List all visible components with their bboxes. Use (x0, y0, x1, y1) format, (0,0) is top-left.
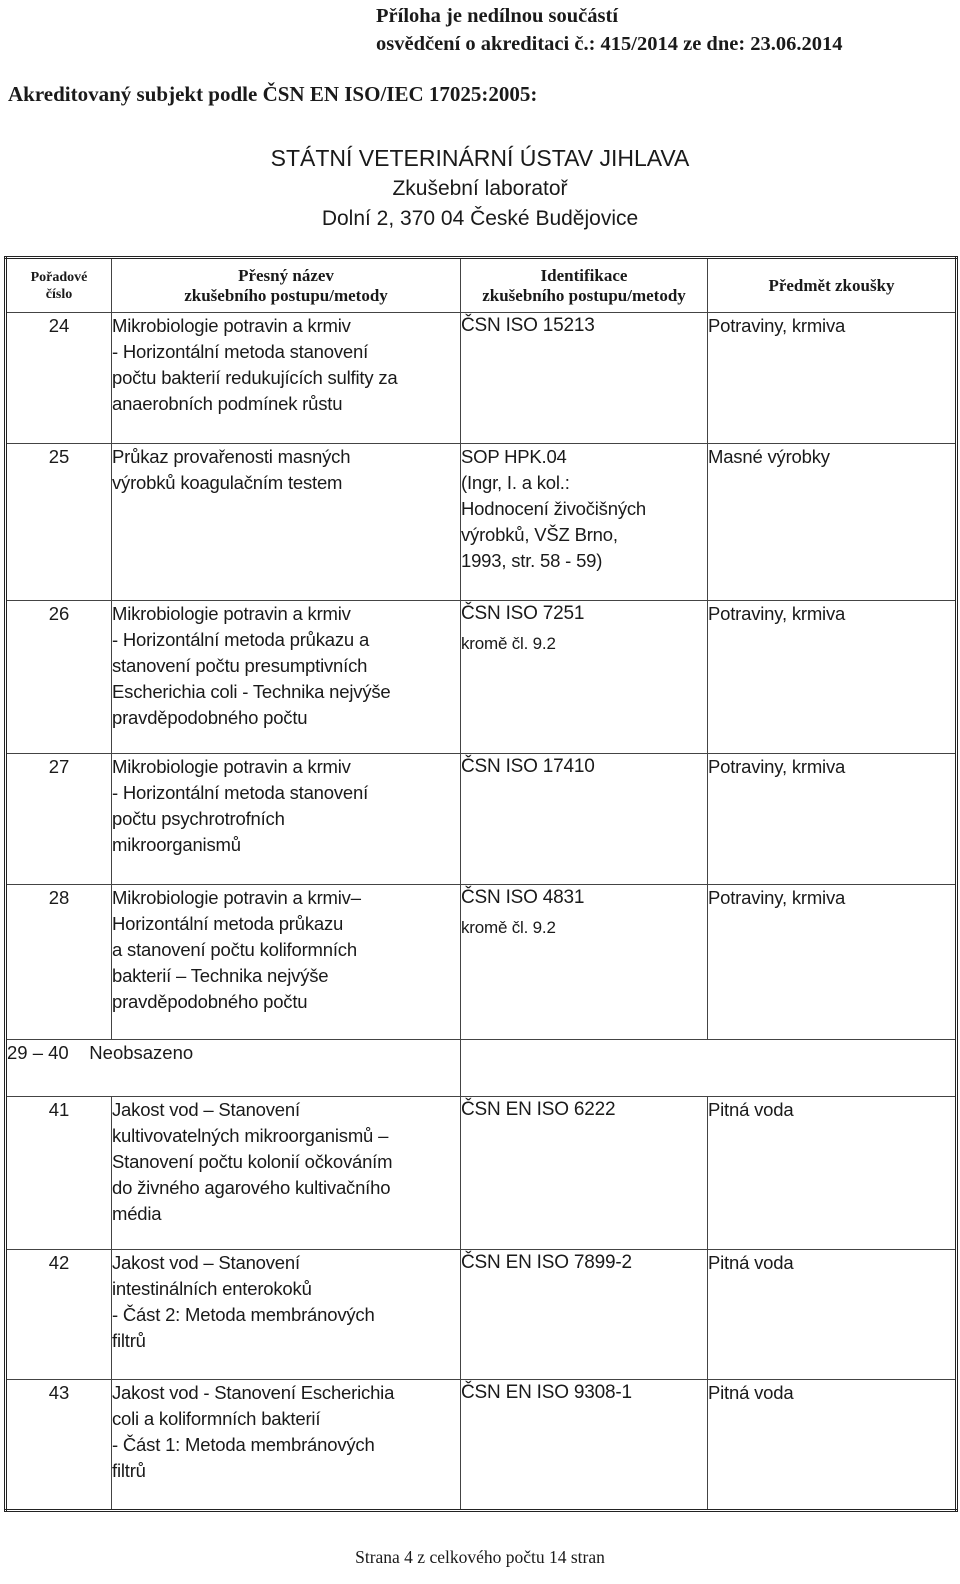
row-number: 25 (6, 444, 112, 601)
column-header-name (112, 258, 461, 313)
test-subject: Potraviny, krmiva (708, 754, 957, 885)
method-identification (461, 444, 708, 601)
method-identification (461, 885, 708, 1040)
table-row (6, 1250, 957, 1380)
method-identification (461, 1097, 708, 1250)
method-name-line: Mikrobiologie potravin a krmiv (112, 315, 351, 336)
method-name-line: - Část 2: Metoda membránových (112, 1304, 375, 1325)
method-name-line: pravděpodobného počtu (112, 707, 308, 728)
method-name-line: coli a koliformních bakterií (112, 1408, 321, 1429)
column-header-number-line-2: číslo (45, 286, 73, 302)
method-name-line: Jakost vod – Stanovení (112, 1252, 300, 1273)
method-identification-line: ČSN EN ISO 6222 (461, 1099, 616, 1120)
method-name-line: filtrů (112, 1330, 146, 1351)
method-name-line: - Horizontální metoda stanovení (112, 782, 369, 803)
annex-note (376, 2, 956, 58)
test-subject: Masné výrobky (708, 444, 957, 601)
method-name-line: Průkaz provařenosti masných (112, 446, 351, 467)
page-footer: Strana 4 z celkového počtu 14 stran (355, 1547, 605, 1567)
method-name-line: Mikrobiologie potravin a krmiv (112, 756, 351, 777)
method-identification (461, 601, 708, 754)
method-identification (461, 1250, 708, 1380)
method-name-line: mikroorganismů (112, 834, 241, 855)
method-name-line: Jakost vod - Stanovení Escherichia (112, 1382, 395, 1403)
method-identification (461, 1380, 708, 1511)
column-header-number (6, 258, 112, 313)
method-name-line: stanovení počtu presumptivních (112, 655, 368, 676)
row-number: 43 (6, 1380, 112, 1511)
organization-name: STÁTNÍ VETERINÁRNÍ ÚSTAV JIHLAVA (270, 145, 690, 171)
method-identification (461, 754, 708, 885)
method-identification-note: kromě čl. 9.2 (461, 634, 556, 653)
method-name (112, 444, 461, 601)
method-identification-line: ČSN EN ISO 9308-1 (461, 1382, 632, 1403)
method-name-line: - Horizontální metoda průkazu a (112, 629, 370, 650)
method-identification-line: (Ingr, I. a kol.: (461, 472, 570, 493)
column-header-subject: Předmět zkoušky (708, 258, 957, 313)
method-name-line: a stanovení počtu koliformních (112, 939, 357, 960)
method-name-line: Jakost vod – Stanovení (112, 1099, 300, 1120)
method-name-line: bakterií – Technika nejvýše (112, 965, 329, 986)
column-header-identification-line-1: Identifikace (540, 265, 628, 285)
laboratory-name: Zkušební laboratoř (392, 177, 568, 200)
test-subject: Potraviny, krmiva (708, 885, 957, 1040)
row-number: 28 (6, 885, 112, 1040)
unassigned-text: Neobsazeno (89, 1042, 194, 1063)
method-identification-line: 1993, str. 58 - 59) (461, 550, 603, 571)
method-identification-line: SOP HPK.04 (461, 446, 567, 467)
annex-line-2: osvědčení o akreditaci č.: 415/2014 ze dne: 23.06.2014 (376, 33, 843, 55)
method-name-line: Horizontální metoda průkazu (112, 913, 344, 934)
row-number: 24 (6, 313, 112, 444)
method-identification (461, 313, 708, 444)
table-row (6, 601, 957, 754)
method-name-line: - Horizontální metoda stanovení (112, 341, 369, 362)
method-name (112, 1380, 461, 1511)
accreditation-heading: Akreditovaný subjekt podle ČSN EN ISO/IEC 17025:2005: (8, 82, 538, 106)
column-header-identification (461, 258, 708, 313)
method-name-line: výrobků koagulačním testem (112, 472, 343, 493)
table-row-unassigned (6, 1040, 957, 1097)
method-identification-line: ČSN ISO 7251 (461, 603, 585, 624)
table-body-part-1 (6, 313, 957, 1040)
table-header-row (6, 258, 957, 313)
table-row (6, 1097, 957, 1250)
method-name-line: anaerobních podmínek růstu (112, 393, 343, 414)
method-name-line: Mikrobiologie potravin a krmiv– (112, 887, 361, 908)
test-subject: Potraviny, krmiva (708, 601, 957, 754)
column-header-name-line-2: zkušebního postupu/metody (184, 285, 388, 305)
table-row (6, 754, 957, 885)
method-identification-line: ČSN ISO 4831 (461, 887, 585, 908)
method-name-line: Mikrobiologie potravin a krmiv (112, 603, 351, 624)
method-identification-line: ČSN ISO 17410 (461, 756, 595, 777)
method-name (112, 885, 461, 1040)
table-body-part-2 (6, 1097, 957, 1511)
column-header-identification-line-2: zkušebního postupu/metody (482, 285, 686, 305)
annex-line-1: Příloha je nedílnou součástí (376, 5, 619, 27)
method-name-line: média (112, 1203, 162, 1224)
method-name-line: kultivovatelných mikroorganismů – (112, 1125, 389, 1146)
column-header-name-line-1: Přesný název (238, 265, 334, 285)
unassigned-cell (6, 1040, 461, 1097)
method-name (112, 1250, 461, 1380)
row-number: 27 (6, 754, 112, 885)
method-name-line: Stanovení počtu kolonií očkováním (112, 1151, 393, 1172)
row-number: 26 (6, 601, 112, 754)
method-name-line: intestinálních enterokoků (112, 1278, 312, 1299)
method-name-line: Escherichia coli - Technika nejvýše (112, 681, 391, 702)
method-name-line: počtu bakterií redukujících sulfity za (112, 367, 398, 388)
laboratory-address: Dolní 2, 370 04 České Budějovice (321, 207, 639, 230)
test-subject: Pitná voda (708, 1250, 957, 1380)
method-name-line: pravděpodobného počtu (112, 991, 308, 1012)
method-identification-line: ČSN EN ISO 7899-2 (461, 1252, 632, 1273)
unassigned-empty-cell (461, 1040, 957, 1097)
method-name (112, 1097, 461, 1250)
method-name-line: do živného agarového kultivačního (112, 1177, 391, 1198)
table-body-unassigned (6, 1040, 957, 1097)
method-identification-note: kromě čl. 9.2 (461, 918, 556, 937)
row-number: 41 (6, 1097, 112, 1250)
column-header-number-line-1: Pořadové (30, 269, 88, 285)
test-subject: Potraviny, krmiva (708, 313, 957, 444)
method-identification-line: výrobků, VŠZ Brno, (461, 524, 618, 545)
method-identification-line: Hodnocení živočišných (461, 498, 647, 519)
method-name-line: počtu psychrotrofních (112, 808, 285, 829)
table-row (6, 444, 957, 601)
test-subject: Pitná voda (708, 1097, 957, 1250)
row-number: 42 (6, 1250, 112, 1380)
table-row (6, 1380, 957, 1511)
method-name (112, 313, 461, 444)
method-name-line: filtrů (112, 1460, 146, 1481)
table-row (6, 313, 957, 444)
method-name (112, 754, 461, 885)
method-identification-line: ČSN ISO 15213 (461, 315, 595, 336)
methods-table (4, 256, 958, 1512)
table-row (6, 885, 957, 1040)
method-name (112, 601, 461, 754)
unassigned-range: 29 – 40 (7, 1042, 69, 1063)
method-name-line: - Část 1: Metoda membránových (112, 1434, 375, 1455)
test-subject: Pitná voda (708, 1380, 957, 1511)
